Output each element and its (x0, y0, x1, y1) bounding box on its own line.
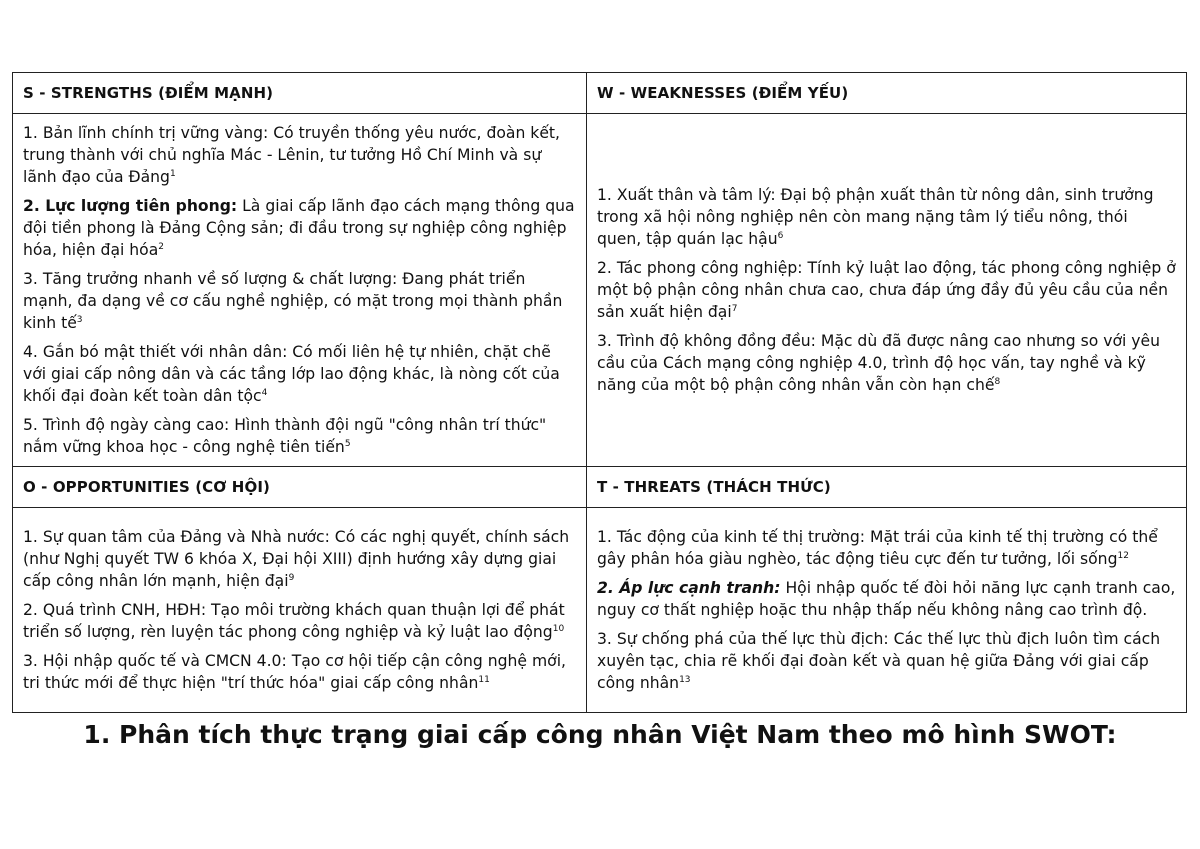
list-item: 1. Tác động của kinh tế thị trường: Mặt trái của kinh tế thị trường có thể gây phân hóa giàu nghèo, tác động tiêu cực đến tư tưởng, lối sống$^{12}$ (597, 528, 1158, 568)
weaknesses-cell (587, 114, 1187, 467)
table-row (13, 508, 1187, 713)
list-item: 4. Gắn bó mật thiết với nhân dân: Có mối liên hệ tự nhiên, chặt chẽ với giai cấp nông dân và các tầng lớp lao động khác, là nòng cốt của khối đại đoàn kết toàn dân tộc$^4$ (23, 343, 560, 405)
table-row (13, 467, 1187, 508)
list-item: 2. Áp lực cạnh tranh: Hội nhập quốc tế đòi hỏi năng lực cạnh tranh cao, nguy cơ thất nghiệp hoặc thu nhập thấp nếu không nâng cao trình độ. (597, 579, 1176, 619)
strengths-cell (13, 114, 587, 467)
threats-heading: T - THREATS (THÁCH THỨC) (587, 467, 1187, 508)
threats-cell (587, 508, 1187, 713)
page-title: 1. Phân tích thực trạng giai cấp công nhân Việt Nam theo mô hình SWOT: (83, 720, 1117, 749)
list-item: 5. Trình độ ngày càng cao: Hình thành đội ngũ "công nhân trí thức" nắm vững khoa học - công nghệ tiên tiến$^5$ (23, 416, 547, 456)
swot-table (12, 72, 1187, 713)
table-row (13, 114, 1187, 467)
list-item: 3. Trình độ không đồng đều: Mặc dù đã được nâng cao nhưng so với yêu cầu của Cách mạng công nghiệp 4.0, trình độ học vấn, tay nghề và kỹ năng của một bộ phận công nhân vẫn còn hạn chế$^8$ (597, 332, 1161, 394)
weaknesses-heading: W - WEAKNESSES (ĐIỂM YẾU) (587, 73, 1187, 114)
list-item: 3. Hội nhập quốc tế và CMCN 4.0: Tạo cơ hội tiếp cận công nghệ mới, tri thức mới để thực hiện "trí thức hóa" giai cấp công nhân$^{11}$ (23, 652, 567, 692)
list-item: 3. Tăng trưởng nhanh về số lượng & chất lượng: Đang phát triển mạnh, đa dạng về cơ cấu nghề nghiệp, có mặt trong mọi thành phần kinh tế$^3$ (23, 270, 563, 332)
opportunities-cell (13, 508, 587, 713)
strengths-heading: S - STRENGTHS (ĐIỂM MẠNH) (13, 73, 587, 114)
list-item: 1. Bản lĩnh chính trị vững vàng: Có truyền thống yêu nước, đoàn kết, trung thành với chủ nghĩa Mác - Lênin, tư tưởng Hồ Chí Minh và sự lãnh đạo của Đảng$^1$ (23, 124, 560, 186)
table-row (13, 73, 1187, 114)
list-item: 1. Xuất thân và tâm lý: Đại bộ phận xuất thân từ nông dân, sinh trưởng trong xã hội nông nghiệp nên còn mang nặng tâm lý tiểu nông, thói quen, tập quán lạc hậu$^6$ (597, 186, 1154, 248)
list-item: 2. Tác phong công nghiệp: Tính kỷ luật lao động, tác phong công nghiệp ở một bộ phận công nhân chưa cao, chưa đáp ứng đầy đủ yêu cầu của nền sản xuất hiện đại$^7$ (597, 259, 1176, 321)
list-item: 2. Quá trình CNH, HĐH: Tạo môi trường khách quan thuận lợi để phát triển số lượng, rèn luyện tác phong công nghiệp và kỷ luật lao động$^{10}$ (23, 601, 565, 641)
opportunities-heading: O - OPPORTUNITIES (CƠ HỘI) (13, 467, 587, 508)
list-item: 3. Sự chống phá của thế lực thù địch: Các thế lực thù địch luôn tìm cách xuyên tạc, chia rẽ khối đại đoàn kết và quan hệ giữa Đảng với giai cấp công nhân$^{13}$ (597, 630, 1161, 692)
list-item: 1. Sự quan tâm của Đảng và Nhà nước: Có các nghị quyết, chính sách (như Nghị quyết TW 6 khóa X, Đại hội XIII) định hướng xây dựng giai cấp công nhân lớn mạnh, hiện đại$^9$ (23, 528, 570, 590)
list-item: 2. Lực lượng tiên phong: Là giai cấp lãnh đạo cách mạng thông qua đội tiền phong là Đảng Cộng sản; đi đầu trong sự nghiệp công nghiệp hóa, hiện đại hóa$^2$ (23, 197, 575, 259)
